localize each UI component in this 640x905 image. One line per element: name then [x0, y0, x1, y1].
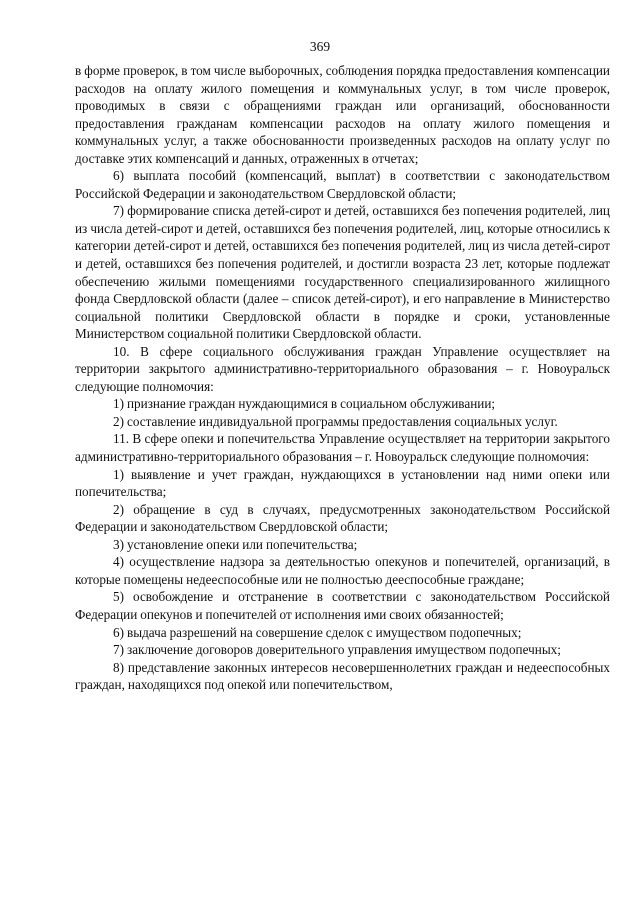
- paragraph: 6) выплата пособий (компенсаций, выплат) в соответствии с законодательством Российской Федерации и законодательством Свердловской области;: [75, 168, 610, 201]
- paragraph: 4) осуществление надзора за деятельностью опекунов и попечителей, организаций, в которые помещены недееспособные или не полностью дееспособные граждане;: [75, 554, 610, 587]
- paragraph: 7) заключение договоров доверительного управления имуществом подопечных;: [113, 642, 561, 658]
- paragraph: 2) составление индивидуальной программы предоставления социальных услуг.: [113, 413, 558, 429]
- page-number: 369: [309, 39, 331, 54]
- paragraph: 6) выдача разрешений на совершение сделок с имуществом подопечных;: [113, 624, 522, 640]
- body-text: [75, 62, 610, 694]
- paragraph: 1) выявление и учет граждан, нуждающихся в установлении над ними опеки или попечительства;: [75, 466, 610, 500]
- paragraph: 11. В сфере опеки и попечительства Управление осуществляет на территории закрытого административно-территориального образования – г. Новоуральск следующие полномочия:: [75, 431, 610, 465]
- paragraph: 7) формирование списка детей-сирот и детей, оставшихся без попечения родителей, лиц из числа детей-сирот и детей, оставшихся без попечения родителей, лиц, которые относились к категории детей-сирот и детей, оставшихся без попечения родителей, лиц из числа детей-сирот и детей, оставшихся без попечения родителей, и достигли возраста 23 лет, которые подлежат обеспечению жилыми помещениями государственного специализированного жилищного фонда Свердловской области (далее – список детей-сирот), и его направление в Министерство социальной политики Свердловской области в порядке и сроки, установленные Министерством социальной политики Свердловской области.: [75, 203, 610, 342]
- paragraph: 10. В сфере социального обслуживания граждан Управление осуществляет на территории закрытого административно-территориального образования – г. Новоуральск следующие полномочия:: [75, 343, 610, 394]
- paragraph: 5) освобождение и отстранение в соответствии с законодательством Российской Федерации опекунов и попечителей от исполнения ими своих обязанностей;: [75, 589, 610, 622]
- paragraph: 3) установление опеки или попечительства;: [113, 536, 358, 552]
- paragraph: 8) представление законных интересов несовершеннолетних граждан и недееспособных граждан, находящихся под опекой или попечительством,: [75, 659, 610, 693]
- paragraph: 2) обращение в суд в случаях, предусмотренных законодательством Российской Федерации и законодательством Свердловской области;: [75, 501, 610, 535]
- paragraph: в форме проверок, в том числе выборочных, соблюдения порядка предоставления компенсации расходов на оплату жилого помещения и коммунальных услуг, в том числе проверок, проводимых в связи с обращениями граждан или организаций, обоснованности предоставления гражданам компенсации расходов на оплату жилого помещения и коммунальных услуг, а также обоснованности произведенных расходов на оплату услуг по доставке этих компенсаций и данных, отраженных в отчетах;: [75, 63, 610, 166]
- paragraph: 1) признание граждан нуждающимися в социальном обслуживании;: [113, 396, 496, 412]
